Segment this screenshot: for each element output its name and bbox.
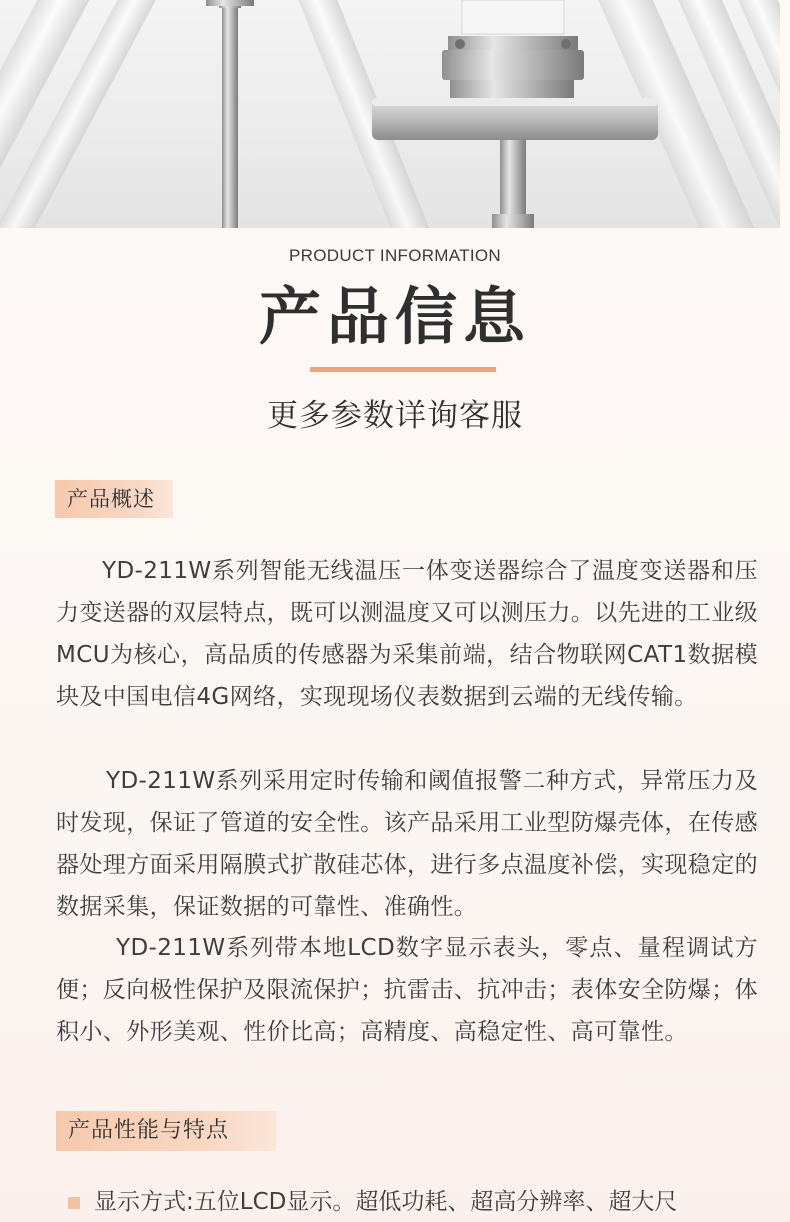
overview-tag: 产品概述 bbox=[55, 480, 173, 518]
features-tag: 产品性能与特点 bbox=[56, 1111, 276, 1151]
product-photo bbox=[0, 0, 780, 228]
feature-item: 显示方式:五位LCD显示。超低功耗、超高分辨率、超大尺 bbox=[68, 1186, 768, 1218]
english-section-title: PRODUCT INFORMATION bbox=[289, 246, 501, 265]
overview-paragraph-3: YD-211W系列带本地LCD数字显示表头，零点、量程调试方便；反向极性保护及限流保护；抗雷击、抗冲击；表体安全防爆；体积小、外形美观、性价比高；高精度、高稳定性、高可靠性。 bbox=[56, 935, 758, 1045]
bullet-square-icon bbox=[68, 1197, 80, 1209]
overview-paragraph-2: YD-211W系列采用定时传输和阈值报警二种方式，异常压力及时发现，保证了管道的安全性。该产品采用工业型防爆壳体，在传感器处理方面采用隔膜式扩散硅芯体，进行多点温度补偿，实现稳定的数据采集，保证数据的可靠性、准确性。 bbox=[56, 768, 758, 920]
section-title: 产品信息 bbox=[258, 280, 531, 353]
page-edge bbox=[780, 0, 790, 228]
title-underline bbox=[310, 367, 496, 372]
content-background bbox=[0, 228, 790, 1222]
overview-paragraph-1: YD-211W系列智能无线温压一体变送器综合了温度变送器和压力变送器的双层特点，既可以测温度又可以测压力。以先进的工业级MCU为核心，高品质的传感器为采集前端，结合物联网CAT1数据模块及中国电信4G网络，实现现场仪表数据到云端的无线传输。 bbox=[56, 558, 758, 710]
product-photo-illustration bbox=[0, 0, 780, 228]
section-subtitle: 更多参数详询客服 bbox=[267, 398, 523, 434]
